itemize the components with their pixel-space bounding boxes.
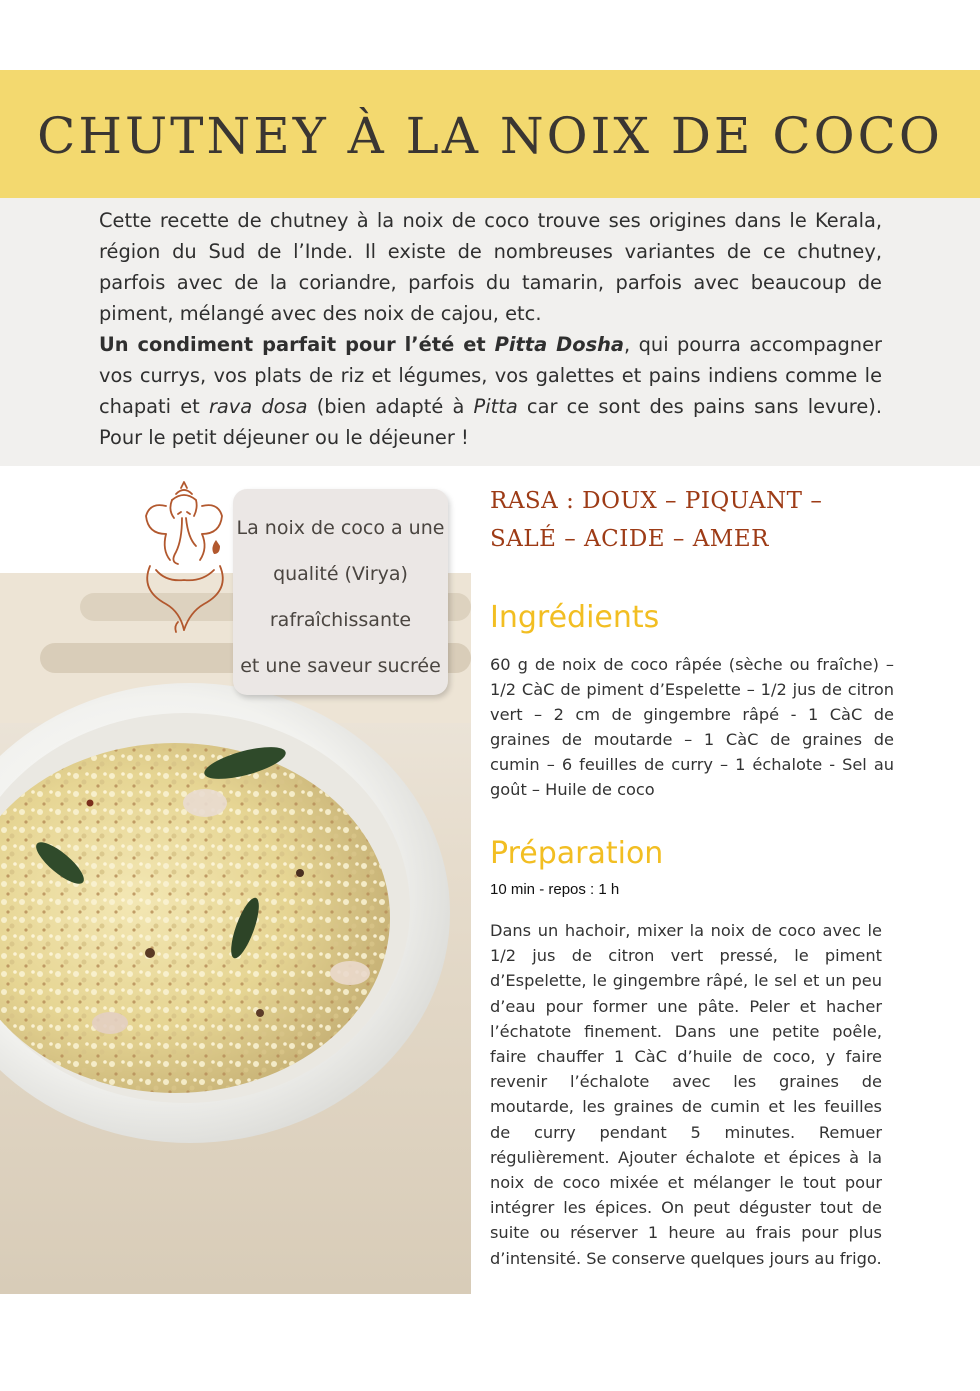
quote-line-2: qualité (Virya)	[273, 563, 408, 585]
intro-bold-part: Un condiment parfait pour l’été et	[99, 333, 495, 356]
rasa-line-2: SALÉ – ACIDE – AMER	[490, 526, 769, 552]
intro-paragraph-1: Cette recette de chutney à la noix de coco trouve ses origines dans le Kerala, région du Sud de l’Inde. Il existe de nombreuses variantes de ce chutney, parfois avec de la coriandre, parfois du tamarin, parfois avec beaucoup de piment, mélangé avec des noix de cajou, etc.	[99, 209, 882, 325]
preparation-heading: Préparation	[490, 836, 664, 871]
intro-paragraph-2	[99, 329, 882, 453]
intro-pitta: Pitta	[473, 395, 518, 418]
intro-pitta-dosha: Pitta Dosha	[494, 333, 625, 356]
ganesha-icon	[136, 480, 234, 640]
rasa-line-1: RASA : DOUX – PIQUANT –	[490, 488, 823, 514]
quote-text	[233, 505, 448, 689]
intro-part-a: , qui pourra accompagner vos currys, vos plats de riz et légumes, vos galettes et pains indiens comme le chapati et	[99, 333, 882, 418]
intro-part-b: (bien adapté à	[307, 395, 474, 418]
preparation-text: Dans un hachoir, mixer la noix de coco avec le 1/2 jus de citron vert pressé, le piment d’Espelette, le gingembre râpé, le sel et un peu d’eau pour former une pâte. Peler et hacher l’échatote finement. Dans une petite poêle, faire chauffer 1 CàC d’huile de coco, y faire revenir l’échalote avec les graines de moutarde, les graines de cumin et les feuilles de curry pendant 5 minutes. Remuer régulièrement. Ajouter échalote et épices à la noix de coco mixée et mélanger le tout pour intégrer les épices. On peut déguster tout de suite ou réserver 1 heure au frais pour plus d’intensité. Se conserve quelques jours au frigo.	[490, 921, 882, 1268]
quote-line-1: La noix de coco a une	[236, 517, 445, 539]
intro-rava-dosa: rava dosa	[208, 395, 308, 418]
ingredients-heading: Ingrédients	[490, 600, 660, 635]
intro-part-c: car ce sont des pains sans levure). Pour le petit déjeuner ou le déjeuner !	[99, 395, 882, 449]
ingredients-text: 60 g de noix de coco râpée (sèche ou fraîche) – 1/2 CàC de piment d’Espelette – 1/2 jus de citron vert – 2 cm de gingembre râpé - 1 CàC de graines de moutarde – 1 CàC de graines de cumin – 6 feuilles de curry – 1 échalote - Sel au goût – Huile de coco	[490, 655, 894, 799]
page-title: CHUTNEY À LA NOIX DE COCO	[37, 107, 943, 165]
intro-bold-text	[99, 333, 624, 356]
rasa-heading	[490, 482, 870, 558]
quote-line-3: rafraîchissante	[269, 609, 412, 631]
quote-line-4: et une saveur sucrée	[240, 655, 441, 677]
preparation-time: 10 min - repos : 1 h	[490, 881, 620, 898]
intro-text	[99, 205, 882, 453]
